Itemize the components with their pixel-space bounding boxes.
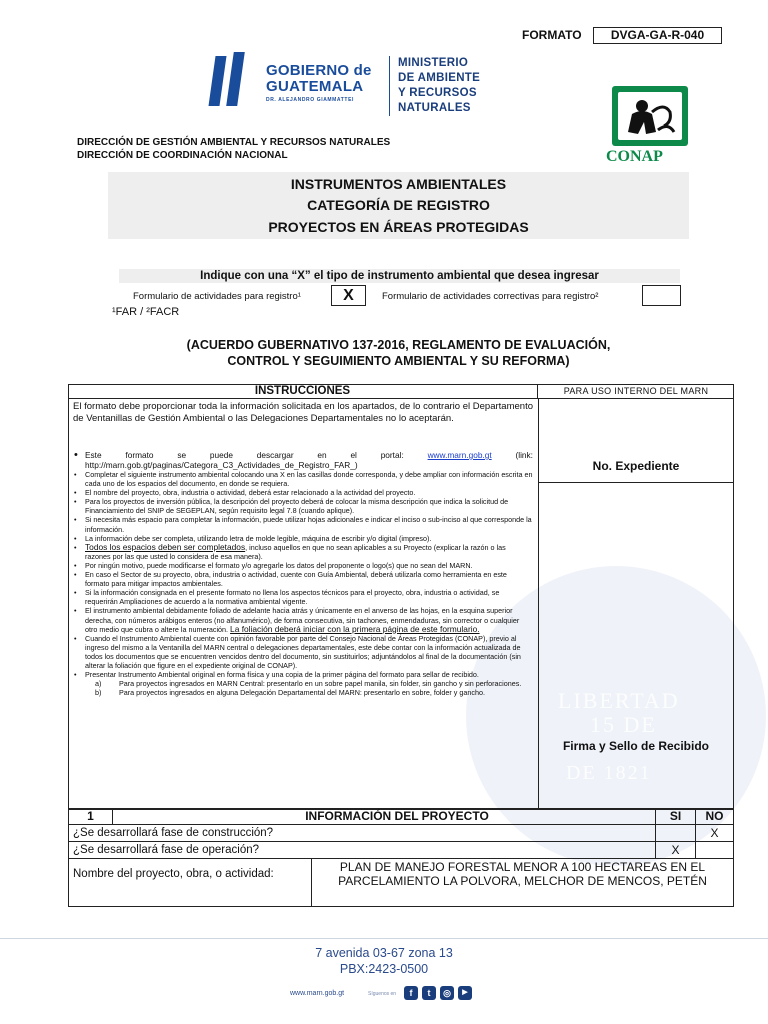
instructions-intro: El formato debe proporcionar toda la información solicitada en los apartados, de lo contrario el Departamento de Ventanillas de Gestión Ambiental o las Delegaciones Departamentales no lo aceptarán. xyxy=(73,401,533,424)
list-item: • Cuando el Instrumento Ambiental cuente con opinión favorable por parte del Consejo Nacional de Áreas Protegidas (CONAP), previo al ingreso del mismo a la Ventanilla del MARN central o delegaciones departamentales, este debe contar con la información actualizada de todos los documentos que se encuentren vencidos dentro del documento, sin sustituirlos; adjuntándolos al final de la documentación (sin alterar la foliación que figure en el expediente original de CONAP). xyxy=(74,633,521,670)
expediente-label: No. Expediente xyxy=(592,459,680,473)
list-item: • El nombre del proyecto, obra, industria o actividad, deberá estar relacionado a la actividad del proyecto. xyxy=(74,488,416,498)
formato-code: DVGA-GA-R-040 xyxy=(593,27,722,44)
title-line3: PROYECTOS EN ÁREAS PROTEGIDAS xyxy=(268,219,529,235)
title-line1: INSTRUMENTOS AMBIENTALES xyxy=(290,176,507,192)
list-item: • Completar el siguiente instrumento ambiental colocando una X en las casillas donde corresponda, y debe ampliar con información escrita en cada uno de los espacios del documento, en donde se requiera. xyxy=(74,470,533,489)
instagram-icon[interactable]: ◎ xyxy=(440,986,454,1000)
twitter-icon[interactable]: t xyxy=(422,986,436,1000)
acuerdo-line2: CONTROL Y SEGUIMIENTO AMBIENTAL Y SU REFORMA) xyxy=(227,354,570,368)
facr-label: Formulario de actividades correctivas para registro² xyxy=(382,291,599,302)
section-number: 1 xyxy=(69,809,113,824)
acuerdo-line1: (ACUERDO GUBERNATIVO 137-2016, REGLAMENTO DE EVALUACIÓN, xyxy=(186,338,611,352)
title-line2: CATEGORÍA DE REGISTRO xyxy=(307,197,490,213)
logo-divider xyxy=(389,56,390,116)
ministerio-line2: DE AMBIENTE xyxy=(398,72,481,84)
conap-label: CONAP xyxy=(606,148,663,165)
list-item: • Si necesita más espacio para completar la información, puede utilizar hojas adicionales e indicar el inciso o sub-inciso al que corresponde la información. xyxy=(74,515,532,534)
footer-follow: Síguenos en xyxy=(368,991,397,997)
construction-row xyxy=(68,825,734,842)
facebook-icon[interactable]: f xyxy=(404,986,418,1000)
list-item: • Para los proyectos de inversión pública, la descripción del proyecto deberá de colocar la misma descripción que indica la solicitud de Financiamiento del SNIP de SEGEPLAN, según requisito legal 7.8 (cuando aplique). xyxy=(74,497,509,516)
footer-website[interactable]: www.marn.gob.gt xyxy=(290,990,345,997)
no-header: NO xyxy=(695,809,733,824)
list-item: • En caso el Sector de su proyecto, obra, industria o actividad, cuente con Guía Ambiental, deberá utilizarla como herramienta en este formato para mitigar impactos ambientales. xyxy=(74,570,507,589)
gobierno-logo-line2: GUATEMALA xyxy=(266,78,364,95)
list-item: • Por ningún motivo, puede modificarse el formato y/o agregarle los datos del proponente o logo(s) que no sean del MARN. xyxy=(74,560,473,570)
firma-label: Firma y Sello de Recibido xyxy=(562,739,710,753)
expediente-divider xyxy=(538,482,734,483)
construction-si-cell[interactable] xyxy=(655,825,695,841)
conap-monkey-icon xyxy=(618,92,682,140)
project-header-row xyxy=(68,808,734,825)
project-heading: INFORMACIÓN DEL PROYECTO xyxy=(305,809,489,823)
far-checkbox[interactable]: X xyxy=(331,285,366,306)
ministerio-line3: Y RECURSOS xyxy=(398,87,477,99)
sub-list-item: b) Para proyectos ingresados en alguna Delegación Departamental del MARN: presentarlo en sobre, folder y gancho. xyxy=(95,688,485,698)
ministerio-line1: MINISTERIO xyxy=(398,57,469,69)
footer-divider xyxy=(0,938,768,939)
far-footnote: ¹FAR / ²FACR xyxy=(112,306,180,318)
direccion-coordinacion: DIRECCIÓN DE COORDINACIÓN NACIONAL xyxy=(77,150,288,161)
construction-no-cell[interactable]: X xyxy=(695,825,733,841)
sub-list-item: a) Para proyectos ingresados en MARN Central: presentarlo en un sobre papel manila, sin folder, sin gancho y sin perforaciones. xyxy=(95,679,522,689)
footer-phone: PBX:2423-0500 xyxy=(339,962,429,976)
footer-address: 7 avenida 03-67 zona 13 xyxy=(315,946,453,960)
marn-portal-link[interactable]: www.marn.gob.gt xyxy=(427,450,492,460)
ministerio-line4: NATURALES xyxy=(398,102,471,114)
marn-internal-heading: PARA USO INTERNO DEL MARN xyxy=(538,384,734,399)
gobierno-logo-bar-right xyxy=(226,52,245,106)
operation-si-cell[interactable]: X xyxy=(655,842,695,858)
list-item: • Todos los espacios deben ser completados, incluso aquellos en que no sean aplicables a su Proyecto (explicar la razón o las razones por las que usted lo considera de esa manera). xyxy=(74,541,506,561)
si-header: SI xyxy=(655,809,695,824)
project-name-value[interactable]: PLAN DE MANEJO FORESTAL MENOR A 100 HECTAREAS EN EL PARCELAMIENTO LA POLVORA, MELCHOR DE MENCOS, PETÉN xyxy=(338,860,707,888)
formato-label: FORMATO xyxy=(522,28,582,42)
gobierno-logo-bar-left xyxy=(208,56,226,106)
gobierno-logo-line3: DR. ALEJANDRO GIAMMATTEI xyxy=(266,97,355,103)
construction-question: ¿Se desarrollará fase de construcción? xyxy=(73,827,274,839)
operation-row xyxy=(68,842,734,859)
watermark-text: DE 1821 xyxy=(566,762,652,784)
project-name-label: Nombre del proyecto, obra, o actividad: xyxy=(69,859,312,906)
project-name-row xyxy=(68,859,734,907)
list-item: • Este formato se puede descargar en el portal: www.marn.gob.gt (link: http://marn.gob.gt/paginas/Categora_C3_Actividades_de_Registro_FAR_) xyxy=(74,449,533,470)
far-label: Formulario de actividades para registro¹ xyxy=(133,291,301,302)
list-item: • Si la información consignada en el presente formato no llena los aspectos técnicos para el proyecto, obra, industria o actividad, se requerirán Ampliaciones de acuerdo a la normativa ambiental vigente. xyxy=(74,588,500,607)
direccion-gestion: DIRECCIÓN DE GESTIÓN AMBIENTAL Y RECURSOS NATURALES xyxy=(77,137,391,148)
watermark-text: LIBERTAD xyxy=(558,688,680,713)
instructions-list xyxy=(73,450,533,697)
youtube-icon[interactable]: ▶ xyxy=(458,986,472,1000)
list-item: • Presentar Instrumento Ambiental original en forma física y una copia de la primer página del formato para sellar de recibido. xyxy=(74,670,479,680)
instructions-heading: INSTRUCCIONES xyxy=(68,384,538,399)
operation-no-cell[interactable] xyxy=(695,842,733,858)
indique-instruction: Indique con una “X” el tipo de instrumento ambiental que desea ingresar xyxy=(200,270,599,282)
gobierno-logo-line1: GOBIERNO de xyxy=(266,62,372,79)
facr-checkbox[interactable] xyxy=(642,285,681,306)
list-item: • El instrumento ambiental debidamente foliado de adelante hacia atrás y únicamente en el anverso de las hojas, en la esquina superior derecha, con números arábigos enteros (no alfanumérico), de forma consecutiva, sin tachones, enmendaduras, sin corrector o cualquier otro medio que cubra o altere la numeración. La foliación deberá iniciar con la primera página de este formulario. xyxy=(74,606,520,634)
operation-question: ¿Se desarrollará fase de operación? xyxy=(73,844,260,856)
list-item: • La información debe ser completa, utilizando letra de molde legible, máquina de escribir y/o digital (impreso). xyxy=(74,533,432,543)
watermark-text: 15 DE xyxy=(590,712,657,737)
